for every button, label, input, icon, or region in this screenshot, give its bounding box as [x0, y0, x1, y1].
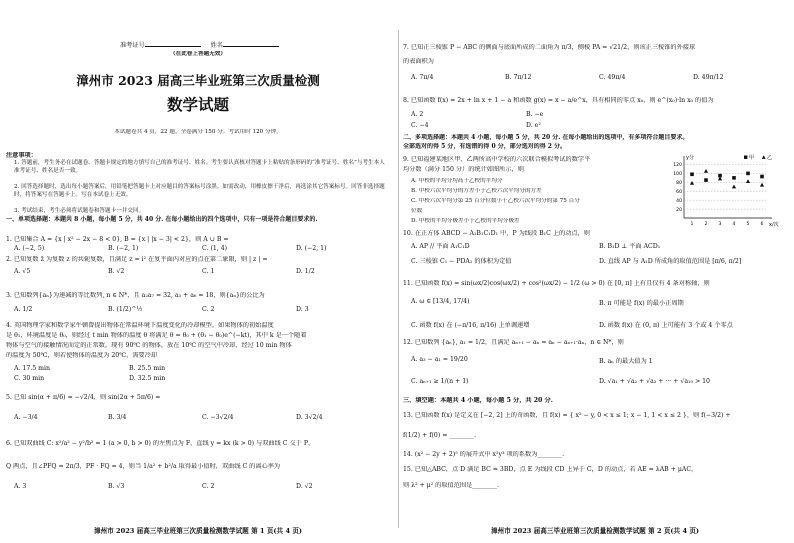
q2-stem: 2. 已知复数 z̄ 为复数 z 的共轭复数，且满足 z = i² 在复平面内对应的点在第二象限，则 | z | =: [6, 256, 268, 263]
q10-option-b[interactable]: B. B₁D ⊥ 平面 ACD₁: [599, 243, 661, 250]
q11-options-row2: [411, 320, 787, 329]
q6-option-c[interactable]: C. 2: [202, 483, 215, 490]
seal-note: （在此卷上答题无效）: [170, 51, 226, 57]
chart-point-yi: [746, 179, 750, 183]
q7-options: [411, 74, 787, 81]
chart-x-tick-label: 5: [746, 222, 750, 227]
q5-options: [14, 414, 390, 421]
q11-option-c[interactable]: C. 函数 f(x) 在 (−π/16, π/16) 上单调递增: [411, 322, 530, 329]
q3-option-a[interactable]: A. 1/2: [14, 306, 33, 313]
q11-option-d[interactable]: D. 函数 f(x) 在 (0, π) 上可能有 3 个或 4 个零点: [599, 322, 733, 329]
q10-stem: 10. 在正方体 ABCD − A₁B₁C₁D₁ 中，P 为线段 B₁C 上的动点，则: [403, 230, 590, 237]
q12-option-a[interactable]: A. a₃ − a₁ = 19/20: [411, 356, 468, 363]
q2-option-c[interactable]: C. 1: [202, 268, 215, 275]
q2-option-b[interactable]: B. √2: [108, 268, 125, 275]
chart-y-label: y分: [686, 155, 694, 161]
q15-line-1: 15. 已知△ABC，点 D 满足 BC = 3BD，点 E 为线段 CD 上异于 C，D 的动点，若 AE = λAB + μAC，: [403, 466, 698, 473]
chart-point-yi: [760, 183, 764, 187]
chart-x-tick-label: 6: [760, 222, 764, 227]
note-item-1: 1. 答题前，考生务必在试题卷、答题卡规定的地方填写自己的准考证号、姓名。考生要认真核对答题卡上粘贴的条形码的“准考证号、姓名”与考生本人准考证号、姓名是否一致。: [14, 160, 385, 174]
q4-line-1: 4. 英国物理学家和数学家牛顿曾提出物体在常温环境下温度变化的冷却模型。如果物体的初始温度: [6, 322, 274, 329]
right-column: [403, 0, 787, 543]
q9-choice-a[interactable]: A. 甲校的平均分均高于乙校的平均分: [411, 178, 503, 184]
chart-x-tick-label: 4: [732, 222, 736, 227]
chart-legend-marker-yi: [762, 155, 766, 159]
chart-legend-label: 乙: [767, 155, 773, 161]
q6-line-1: 6. 已知双曲线 C: x²/a² − y²/b² = 1 (a > 0, b > 0) 的左焦点为 F，直线 y = kx (k > 0) 与双曲线 C 交于 P，: [6, 440, 315, 447]
exam-info: 本试题卷共 4 页，22 题。全卷满分 150 分。考试用时 120 分钟。: [114, 129, 282, 135]
section-multi-choice-heading-2: 全部选对的得 5 分，有选错的得 0 分，部分选对的得 2 分。: [403, 143, 567, 150]
q8-option-d[interactable]: D. e²: [526, 122, 541, 129]
q2-option-a[interactable]: A. √5: [14, 268, 31, 275]
q11-option-b[interactable]: B. π 可能是 f(x) 的最小正周期: [599, 300, 684, 307]
q3-option-d[interactable]: D. 3: [296, 306, 309, 313]
q12-option-d[interactable]: D. √a₁ + √a₂ + √a₃ + ··· + √a₁₀ > 10: [599, 378, 710, 385]
q5-option-d[interactable]: D. 3√2/4: [296, 414, 323, 421]
q7-line-1: 7. 已知正三棱锥 P − ABC 的侧面与底面所成的二面角为 π/3，侧棱 PA = √21/2，则该正三棱锥的外接球: [403, 44, 696, 51]
q6-line-2: Q 两点，且∠PFQ = 2π/3，PF · FQ = 4，则当 1/a² + b²/a 取得最小值时，双曲线 C 的离心率为: [6, 463, 281, 470]
q12-option-b[interactable]: B. aₙ 的最大值为 1: [599, 358, 653, 365]
q12-stem: 12. 已知数列 {aₙ}, a₁ = 1/2，且满足 aₙ₊₁ − aₙ = aₙ − aₙ₊₁·aₙ，n ∈ N*，则: [403, 339, 624, 346]
q7-option-d[interactable]: D. 49π/12: [693, 74, 724, 81]
q1-option-c[interactable]: C. (1, 4): [202, 245, 228, 252]
q8-option-c[interactable]: C. −4: [411, 122, 429, 129]
q4-option-d[interactable]: D. 32.5 min: [129, 375, 166, 382]
q3-option-b[interactable]: B. (1/2)^½: [108, 306, 143, 313]
chart-y-tick-label: 80: [676, 181, 682, 187]
page-footer-right: 漳州市 2023 届高三毕业班第三次质量检测数学试题 第 2 页(共 4 页): [490, 527, 700, 535]
q1-option-a[interactable]: A. (−2, 5): [14, 245, 45, 252]
chart-point-jia: [690, 172, 694, 176]
q9-choice-c[interactable]: C. 甲校六次平均分第 25 百分位数小于乙校六次平均分的第 75 百分: [411, 198, 580, 204]
q10-options-row1: [411, 241, 787, 250]
q9-line-1: 9. 已知福建某地区甲、乙两所高中学校的六次联合模拟考试的数学平: [403, 156, 591, 163]
q12-option-c[interactable]: C. aₙ₊₁ ≥ 1/(n + 1): [411, 378, 469, 385]
chart-y-tick-label: 100: [673, 172, 682, 178]
q11-stem: 11. 已知函数 f(x) = sin(ωx/2)cos(ωx/2) + cos²(ωx/2) − 1/2 (ω > 0) 在 [0, π] 上有且仅有 4 条对称轴，则: [403, 280, 710, 287]
q6-options: [14, 483, 390, 490]
section-multi-choice-heading-1: 二、多项选择题：本题共 4 小题，每小题 5 分，共 20 分. 在每小题给出的选项中，有多项符合题目要求。: [403, 134, 689, 141]
q6-option-b[interactable]: B. √3: [108, 483, 125, 490]
q9-choice-c-cont: 位数: [411, 208, 423, 214]
chart-y-tick-label: 20: [676, 207, 682, 213]
q4-line-3: 物体与空气的接触情况而定的正常数。现有 90℃ 的物体，放在 10℃ 的空气中冷却，经过 10 min 物体: [6, 342, 292, 349]
note-item-3: 3. 考试结束，考生必须将试题卷和答题卡一并交回。: [14, 208, 145, 214]
q10-options-row2: [411, 256, 787, 265]
q2-options: [14, 268, 390, 275]
q7-line-2: 的表面积为: [403, 58, 434, 65]
q3-stem: 3. 已知数列{aₙ}为递减的等比数列, n ∈ N*，且 a₂a₇ = 32, a₃ + a₆ = 18，则{aₙ}的公比为: [6, 292, 265, 299]
chart-legend-marker-jia: [744, 156, 747, 159]
q11-options-row1: [411, 298, 787, 307]
section-fill-blank-heading: 三、填空题：本题共 4 小题，每小题 5 分，共 20 分.: [403, 397, 553, 404]
q5-option-a[interactable]: A. −3/4: [14, 414, 38, 421]
subject-title: 数学试题: [166, 95, 229, 114]
q4-line-2: 是 θ₁，环境温度是 θ₀，则经过 t min 物体的温度 θ 将满足 θ = θ₀ + (θ₁ − θ₀)e^(−kt)，其中 k 是一个随着: [6, 332, 307, 339]
q12-options-row2: [411, 378, 787, 385]
q5-option-b[interactable]: B. 3/4: [108, 414, 127, 421]
q8-stem: 8. 已知函数 f(x) = 2x + ln x + 1 − a 和函数 g(x) = x − a/e^x，具有相同的零点 x₀，则 e^(x₀)·ln x₀ 的值为: [403, 97, 714, 104]
q8-options-row2: [411, 122, 641, 129]
q1-option-b[interactable]: B. (−2, 1): [108, 245, 139, 252]
exam-title: 漳州市 2023 届高三毕业班第三次质量检测: [76, 73, 320, 88]
q8-options-row1: [411, 111, 641, 118]
q2-option-d[interactable]: D. 1/2: [296, 268, 315, 275]
q13-line-2: f(1/2) + f(0) = ________.: [403, 432, 477, 439]
q4-option-c[interactable]: C. 30 min: [14, 375, 45, 382]
chart-legend-label: 甲: [749, 155, 755, 161]
q1-options: [14, 245, 390, 252]
q9-choice-d[interactable]: D. 甲校的平均分极差小于乙校的平均分极差: [411, 218, 520, 224]
chart-y-tick-label: 40: [676, 198, 682, 204]
admission-number-blank[interactable]: [145, 40, 201, 47]
q9-line-2: 均分数（满分 150 分）的统计如图所示，则: [403, 166, 524, 173]
q7-option-a[interactable]: A. 7π/4: [411, 74, 434, 81]
page-footer-left: 漳州市 2023 届高三毕业班第三次质量检测数学试题 第 1 页(共 4 页): [93, 527, 303, 535]
chart-x-label: x/次: [769, 222, 779, 228]
q7-option-b[interactable]: B. 7π/12: [505, 74, 532, 81]
q11-option-a[interactable]: A. ω ∈ [13/4, 17/4): [411, 298, 470, 305]
q6-option-d[interactable]: D. √2: [296, 483, 313, 490]
admission-number-label: 准考证号: [120, 42, 145, 49]
chart-x-tick-label: 3: [718, 222, 722, 227]
chart-x-tick-label: 2: [704, 222, 708, 227]
notes-heading: 注意事项：: [6, 152, 37, 159]
q4-options-row1: [14, 365, 244, 372]
q12-options-row1: [411, 356, 787, 365]
left-column: [6, 0, 390, 543]
chart-point-yi: [732, 185, 736, 189]
chart-x-tick-label: 1: [690, 222, 694, 227]
chart-point-jia: [760, 175, 764, 179]
q1-stem: 1. 已知集合 A = {x | x² − 2x − 8 < 0}, B = {x | |x − 3| < 2}，则 A ∪ B =: [6, 236, 229, 243]
chart-point-jia: [746, 172, 750, 176]
q5-stem: 5. 已知 sin(α + π/6) = −√2/4，则 sin(2α + 5π/6) =: [6, 394, 161, 401]
name-blank[interactable]: [223, 40, 279, 47]
candidate-info-line: [120, 40, 380, 50]
chart-point-jia: [704, 178, 708, 182]
q10-option-a[interactable]: A. AP // 平面 A₁C₁D: [411, 243, 470, 250]
section-single-choice-heading: 一、单项选择题：本题共 8 小题，每小题 5 分，共 40 分. 在每小题给出的四个选项中，只有一项是符合题目要求的.: [6, 216, 318, 223]
note-item-2: 2. 回答选择题时，选出每小题答案后，用铅笔把答题卡上对应题目的答案标号涂黑。如需改动，用橡皮擦干净后，再选涂其它答案标号。回答非选择题时，将答案写在答题卡上。写在本试卷上无效。: [14, 184, 385, 198]
q1-option-d[interactable]: D. (−2, 1): [296, 245, 327, 252]
q8-option-b[interactable]: B. −e: [526, 111, 544, 118]
chart-y-tick-label: 60: [676, 189, 682, 195]
q15-line-2: 则 λ² + μ² 的取值范围是________.: [403, 482, 499, 489]
q3-option-c[interactable]: C. 2: [202, 306, 215, 313]
q5-option-c[interactable]: C. −3√2/4: [202, 414, 234, 421]
q14-stem: 14. (x² − 2y + 2)⁵ 的展开式中 x²y³ 项的系数为________.: [403, 451, 565, 458]
q9-choice-b[interactable]: B. 甲校六次平均分的方差小于乙校六次平均分的方差: [411, 188, 542, 194]
chart-point-yi: [704, 169, 708, 173]
name-label: 姓名: [210, 42, 223, 49]
q10-option-d[interactable]: D. 直线 AP 与 A₁D 所成角的取值范围是 [π/6, π/2]: [599, 258, 742, 265]
chart-point-yi: [690, 181, 694, 185]
column-divider: [398, 30, 399, 528]
q4-option-a[interactable]: A. 17.5 min: [14, 365, 50, 372]
chart-y-tick-label: 120: [673, 163, 682, 169]
q4-line-4: 的温度为 50℃，则若使物体的温度为 20℃，需要冷却: [6, 352, 158, 359]
q7-option-c[interactable]: C. 49π/4: [599, 74, 626, 81]
q6-option-a[interactable]: A. 3: [14, 483, 27, 490]
q4-options-row2: [14, 375, 244, 382]
q4-option-b[interactable]: B. 25.5 min: [129, 365, 166, 372]
q9-score-chart: [666, 152, 784, 230]
q10-option-c[interactable]: C. 三棱锥 C₁ − PDA₁ 的体积为定值: [411, 258, 512, 265]
q8-option-a[interactable]: A. 2: [411, 111, 424, 118]
chart-point-jia: [732, 176, 736, 180]
q13-line-1: 13. 已知函数 f(x) 是定义在 [−2, 2] 上的奇函数，且 f(x) = { x² − y, 0 < x ≤ 1; x − 1, 1 < x ≤ 2 }，则 f(−3/2) +: [403, 412, 731, 419]
q3-options: [14, 306, 390, 313]
